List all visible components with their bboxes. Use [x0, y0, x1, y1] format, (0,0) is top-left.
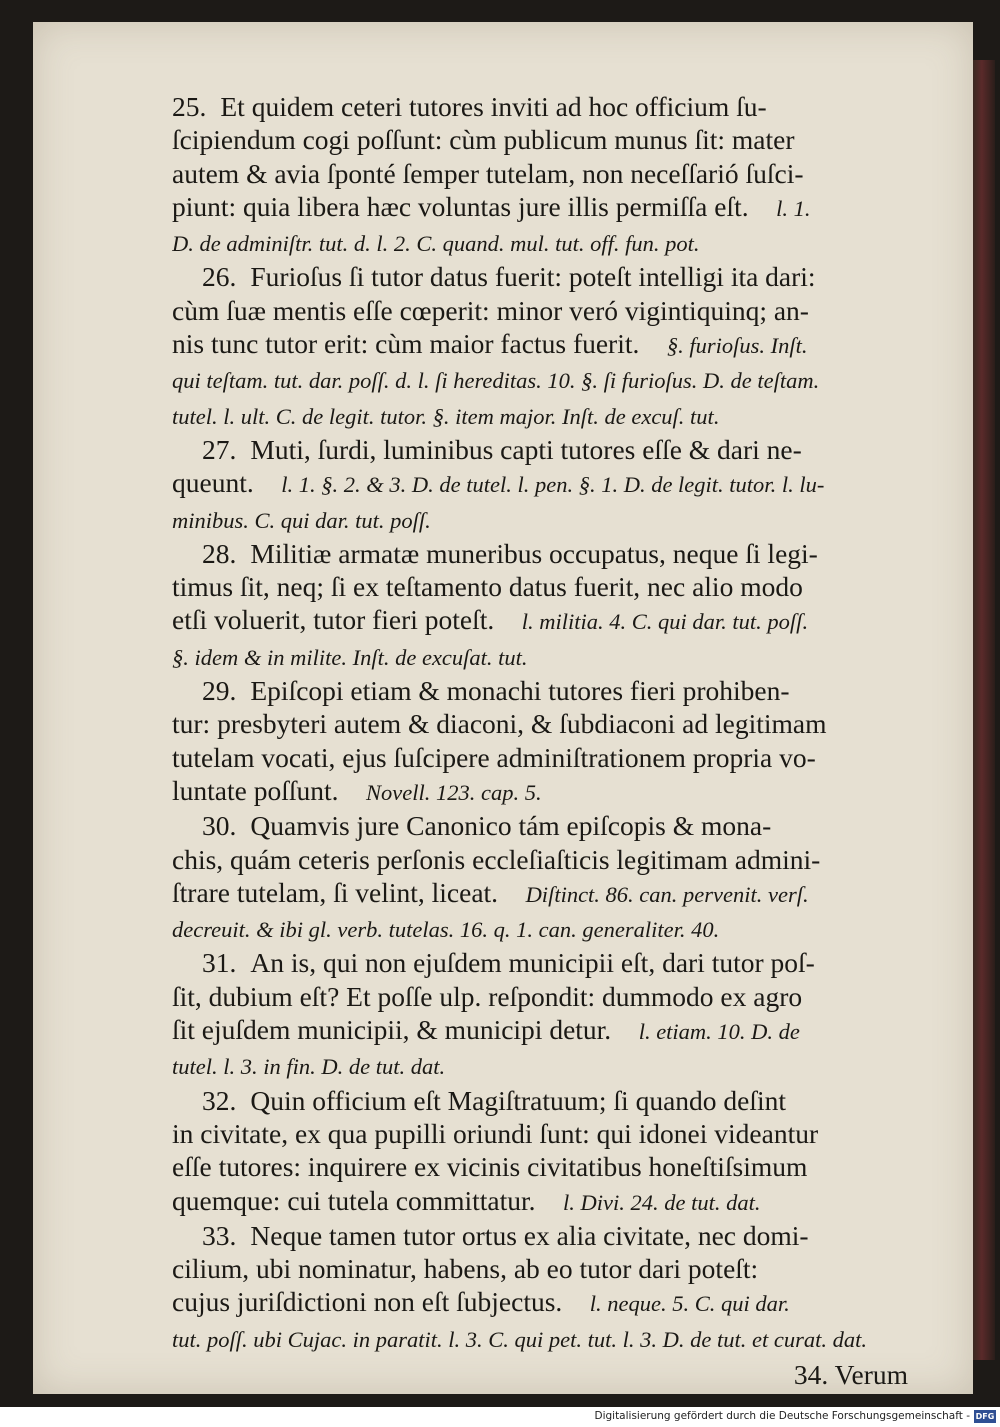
- line-text: An is, qui non ejuſdem municipii eſt, dari tutor poſ-: [250, 947, 815, 979]
- text-line: [172, 1285, 908, 1320]
- text-line: [172, 157, 908, 190]
- citation: Novell. 123. cap. 5.: [366, 779, 542, 805]
- text-line: [172, 362, 908, 397]
- text-line: [172, 1048, 908, 1083]
- text-line: [172, 1321, 908, 1356]
- line-text: tutelam vocati, ejus ſuſcipere adminiſtrationem propria vo-: [172, 741, 816, 773]
- paragraph-number: 31.: [202, 947, 237, 979]
- text-line: [172, 123, 908, 156]
- line-text: tur: presbyteri autem & diaconi, & ſubdiaconi ad legitimam: [172, 708, 827, 740]
- paragraph: [172, 433, 908, 537]
- citation: qui teſtam. tut. dar. poſſ. d. l. ſi hereditas. 10. §. ſi furioſus. D. de teſtam.: [172, 368, 820, 394]
- text-line: [172, 911, 908, 946]
- text-line: [172, 327, 908, 362]
- citation: l. 1. §. 2. & 3. D. de tutel. l. pen. §. 1. D. de legit. tutor. l. lu-: [281, 472, 825, 498]
- paragraph: [172, 260, 908, 432]
- text-line: [172, 1184, 908, 1219]
- paragraph: [172, 1219, 908, 1356]
- line-text: queunt.: [172, 467, 254, 499]
- paragraph-number: 29.: [202, 675, 237, 707]
- text-line: [172, 809, 908, 842]
- line-text: Muti, ſurdi, luminibus capti tutores eſſe & dari ne-: [250, 433, 802, 465]
- paragraph-number: 33.: [202, 1219, 237, 1251]
- text-line: [172, 1252, 908, 1285]
- text-line: [172, 433, 908, 466]
- paragraph-number: 26.: [202, 261, 237, 293]
- footer-credit: Digitalisierung gefördert durch die Deutsche Forschungsgemeinschaft -: [594, 1410, 970, 1422]
- paragraph: [172, 1084, 908, 1219]
- line-text: ſcipiendum cogi poſſunt: cùm publicum munus ſit: mater: [172, 124, 795, 156]
- page-text: [172, 90, 908, 1391]
- line-text: Neque tamen tutor ortus ex alia civitate, nec domi-: [250, 1219, 809, 1251]
- text-line: [172, 843, 908, 876]
- line-text: timus ſit, neq; ſi ex teſtamento datus fuerit, nec alio modo: [172, 571, 803, 603]
- text-line: [172, 980, 908, 1013]
- citation: Diſtinct. 86. can. pervenit. verſ.: [525, 881, 809, 907]
- line-text: Quin officium eſt Magiſtratuum; ſi quando deſint: [250, 1084, 787, 1116]
- citation: tutel. l. 3. in fin. D. de tut. dat.: [172, 1054, 446, 1080]
- line-text: Et quidem ceteri tutores inviti ad hoc officium ſu-: [220, 91, 767, 122]
- line-text: piunt: quia libera hæc voluntas jure illis permiſſa eſt.: [172, 190, 749, 222]
- paragraph-number: 32.: [202, 1084, 237, 1116]
- text-line: [172, 260, 908, 293]
- catchword: 34. Verum: [793, 1358, 908, 1390]
- line-text: ſit ejuſdem municipii, & municipi detur.: [172, 1014, 612, 1046]
- text-line: [172, 876, 908, 911]
- paragraph-number: 25.: [172, 91, 207, 122]
- line-text: quemque: cui tutela committatur.: [172, 1184, 536, 1216]
- paragraph-number: 30.: [202, 810, 237, 842]
- line-text: etſi voluerit, tutor fieri poteſt.: [172, 604, 495, 636]
- line-text: Quamvis jure Canonico tám epiſcopis & mona-: [250, 810, 772, 842]
- text-line: [172, 1219, 908, 1252]
- citation: §. idem & in milite. Inſt. de excuſat. tut.: [172, 644, 528, 670]
- paragraph-number: 28.: [202, 537, 237, 569]
- line-text: cùm ſuæ mentis eſſe cœperit: minor veró vigintiquinq; an-: [172, 294, 809, 326]
- citation: decreuit. & ibi gl. verb. tutelas. 16. q. 1. can. generaliter. 40.: [172, 917, 720, 943]
- paragraph: [172, 537, 908, 674]
- text-line: [172, 639, 908, 674]
- line-text: cilium, ubi nominatur, habens, ab eo tutor dari poteſt:: [172, 1253, 759, 1285]
- text-line: [172, 466, 908, 501]
- line-text: chis, quám ceteris perſonis eccleſiaſticis legitimam admini-: [172, 843, 821, 875]
- text-line: [172, 294, 908, 327]
- paragraph: [172, 809, 908, 946]
- text-line: [172, 674, 908, 707]
- text-line: [172, 1117, 908, 1150]
- line-text: ſtrare tutelam, ſi velint, liceat.: [172, 876, 499, 908]
- text-line: [172, 1150, 908, 1183]
- citation: l. 1.: [776, 195, 811, 221]
- citation: minibus. C. qui dar. tut. poſſ.: [172, 507, 431, 533]
- line-text: in civitate, ex qua pupilli oriundi ſunt: qui idonei videantur: [172, 1117, 819, 1149]
- paragraph: [172, 674, 908, 809]
- line-text: Furioſus ſi tutor datus fuerit: poteſt intelligi ita dari:: [250, 261, 816, 293]
- text-line: [172, 946, 908, 979]
- book-edge: [973, 60, 995, 1360]
- paragraph-number: 27.: [202, 433, 237, 465]
- text-line: [172, 603, 908, 638]
- citation: l. neque. 5. C. qui dar.: [589, 1291, 790, 1317]
- line-text: nis tunc tutor erit: cùm maior factus fuerit.: [172, 328, 640, 360]
- citation: l. etiam. 10. D. de: [638, 1019, 800, 1045]
- text-line: [172, 570, 908, 603]
- text-line: [172, 741, 908, 774]
- line-text: luntate poſſunt.: [172, 774, 339, 806]
- text-line: [172, 707, 908, 740]
- paragraph: [172, 946, 908, 1083]
- text-line: [172, 774, 908, 809]
- text-line: [172, 1013, 908, 1048]
- line-text: Epiſcopi etiam & monachi tutores fieri prohiben-: [250, 675, 790, 707]
- citation: §. furioſus. Inſt.: [666, 333, 808, 359]
- citation: tut. poſſ. ubi Cujac. in paratit. l. 3. C. qui pet. tut. l. 3. D. de tut. et curat. dat.: [172, 1326, 867, 1352]
- text-line: [172, 90, 908, 123]
- citation: l. militia. 4. C. qui dar. tut. poſſ.: [521, 609, 809, 635]
- footer-bar: [0, 1407, 1000, 1427]
- citation: l. Divi. 24. de tut. dat.: [563, 1189, 761, 1215]
- text-line: [172, 190, 908, 225]
- text-line: [172, 225, 908, 260]
- citation: tutel. l. ult. C. de legit. tutor. §. item major. Inſt. de excuſ. tut.: [172, 403, 720, 429]
- text-line: [172, 502, 908, 537]
- text-line: [172, 537, 908, 570]
- paragraph: [172, 90, 908, 260]
- dfg-logo-icon: DFG: [975, 1412, 995, 1421]
- text-line: [172, 1084, 908, 1117]
- line-text: autem & avia ſponté ſemper tutelam, non neceſſarió ſuſci-: [172, 157, 804, 189]
- line-text: eſſe tutores: inquirere ex vicinis civitatibus honeſtiſsimum: [172, 1151, 808, 1183]
- citation: D. de adminiſtr. tut. d. l. 2. C. quand. mul. tut. off. fun. pot.: [172, 231, 700, 257]
- line-text: cujus juriſdictioni non eſt ſubjectus.: [172, 1286, 563, 1318]
- line-text: Militiæ armatæ muneribus occupatus, neque ſi legi-: [250, 537, 818, 569]
- text-line: [172, 398, 908, 433]
- line-text: ſit, dubium eſt? Et poſſe ulp. reſpondit: dummodo ex agro: [172, 980, 803, 1012]
